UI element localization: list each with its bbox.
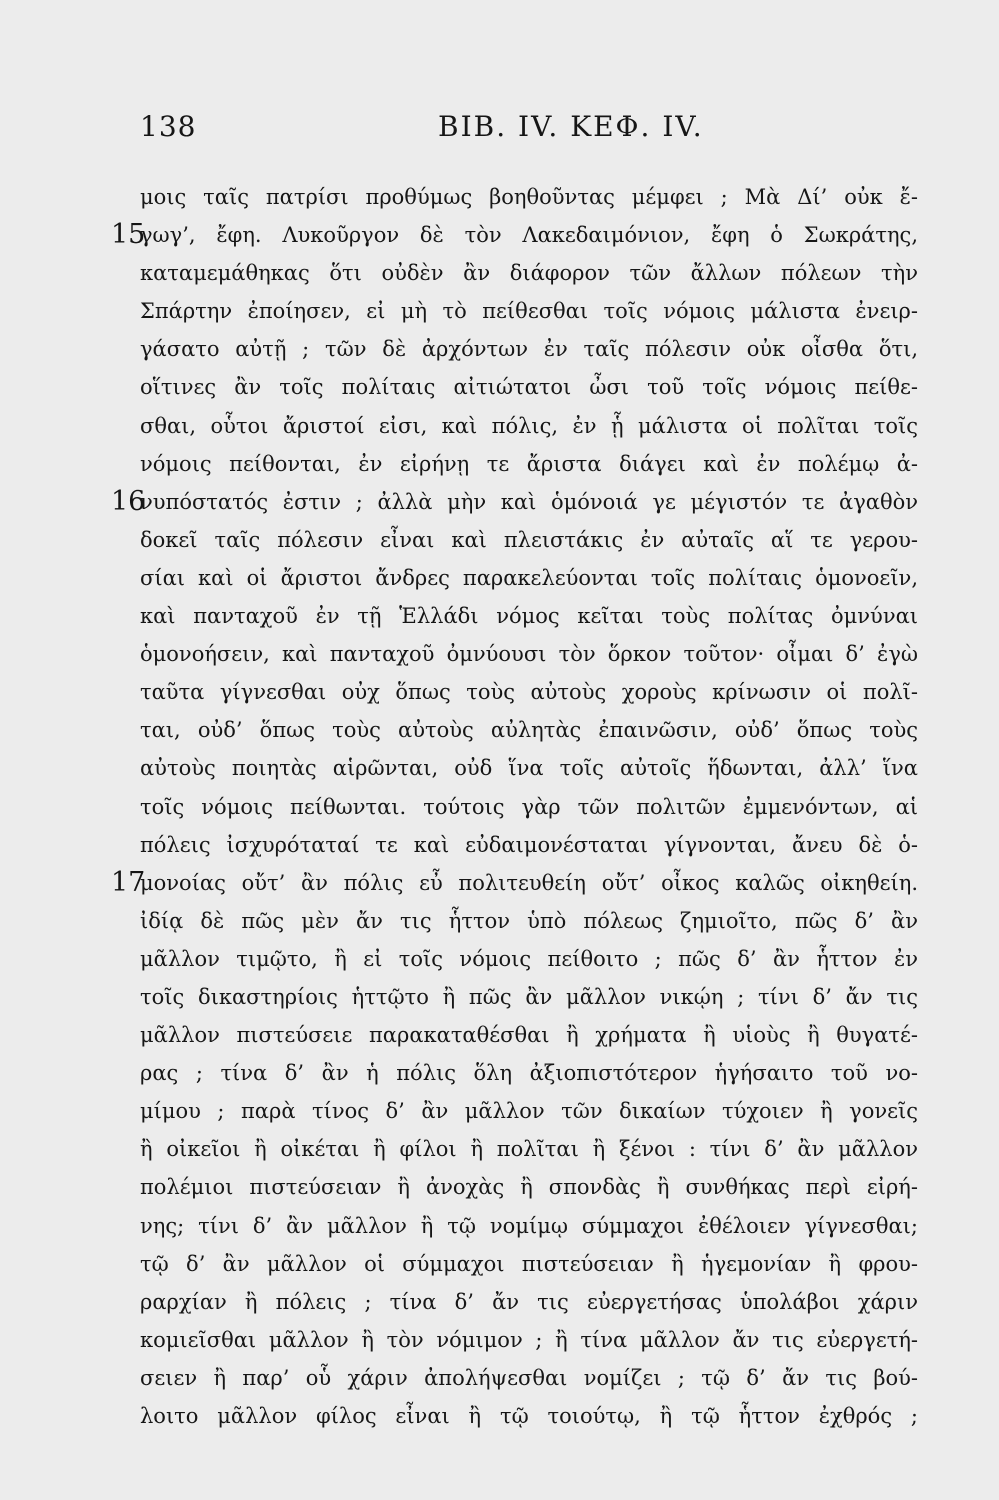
- line-text: Σπάρτην ἐποίησεν, εἰ μὴ τὸ πείθεσθαι τοῖς νόμοις μάλιστα ἐνειρ-: [140, 299, 918, 324]
- text-line: [0, 902, 999, 940]
- text-line: [0, 1168, 999, 1206]
- text-line: [0, 1130, 999, 1168]
- running-head: BIB. IV. ΚΕΦ. IV.: [438, 110, 704, 143]
- text-line: [0, 749, 999, 787]
- body-text: [0, 178, 999, 1435]
- line-text: ταῦτα γίγνεσθαι οὐχ ὅπως τοὺς αὐτοὺς χοροὺς κρίνωσιν οἱ πολῖ-: [140, 680, 918, 705]
- text-line: [0, 1321, 999, 1359]
- text-line: [0, 940, 999, 978]
- line-text: σίαι καὶ οἱ ἄριστοι ἄνδρες παρακελεύονται τοῖς πολίταις ὁμονοεῖν,: [140, 565, 918, 590]
- page-number: 138: [140, 110, 197, 143]
- text-line: [0, 788, 999, 826]
- line-text: λοιτο μᾶλλον φίλος εἶναι ἢ τῷ τοιούτῳ, ἢ τῷ ἧττον ἐχθρός ;: [140, 1404, 918, 1428]
- line-text: πολέμιοι πιστεύσειαν ἢ ἀνοχὰς ἢ σπονδὰς ἢ συνθήκας περὶ εἰρή-: [140, 1175, 918, 1200]
- line-text: ἢ οἰκεῖοι ἢ οἰκέται ἢ φίλοι ἢ πολῖται ἢ ξένοι : τίνι δ’ ἂν μᾶλλον: [140, 1137, 918, 1162]
- line-text: μοις ταῖς πατρίσι προθύμως βοηθοῦντας μέμφει ; Μὰ Δί’ οὐκ ἔ-: [140, 185, 918, 209]
- text-line: [0, 368, 999, 406]
- line-text: γωγ’, ἔφη. Λυκοῦργον δὲ τὸν Λακεδαιμόνιον, ἔφη ὁ Σωκράτης,: [140, 223, 918, 248]
- line-text: νης; τίνι δ’ ἂν μᾶλλον ἢ τῷ νομίμῳ σύμμαχοι ἐθέλοιεν γίγνεσθαι;: [140, 1213, 918, 1238]
- line-text: νυπόστατός ἐστιν ; ἀλλὰ μὴν καὶ ὁμόνοιά γε μέγιστόν τε ἀγαθὸν: [140, 489, 918, 514]
- line-text: ρας ; τίνα δ’ ἂν ἡ πόλις ὅλη ἀξιοπιστότερον ἡγήσαιτο τοῦ νο-: [140, 1061, 918, 1086]
- text-line: [0, 521, 999, 559]
- line-text: ὁμονοήσειν, καὶ πανταχοῦ ὀμνύουσι τὸν ὅρκον τοῦτον· οἶμαι δ’ ἐγὼ: [140, 642, 918, 667]
- line-text: τοῖς δικαστηρίοις ἡττῷτο ἢ πῶς ἂν μᾶλλον νικῴη ; τίνι δ’ ἄν τις: [140, 984, 918, 1009]
- text-line: [0, 254, 999, 292]
- text-line: [0, 826, 999, 864]
- line-text: κομιεῖσθαι μᾶλλον ἢ τὸν νόμιμον ; ἢ τίνα μᾶλλον ἄν τις εὐεργετή-: [140, 1327, 918, 1352]
- line-text: μίμου ; παρὰ τίνος δ’ ἂν μᾶλλον τῶν δικαίων τύχοιεν ἢ γονεῖς: [140, 1099, 918, 1124]
- text-line: [0, 1245, 999, 1283]
- text-line: [0, 1359, 999, 1397]
- text-line: [0, 673, 999, 711]
- text-line: [0, 407, 999, 445]
- line-text: οἵτινες ἂν τοῖς πολίταις αἰτιώτατοι ὦσι τοῦ τοῖς νόμοις πείθε-: [140, 375, 918, 400]
- section-number: 15: [111, 219, 146, 251]
- text-line: [0, 1397, 999, 1435]
- line-text: μᾶλλον τιμῷτο, ἢ εἰ τοῖς νόμοις πείθοιτο ; πῶς δ’ ἂν ἧττον ἐν: [140, 946, 918, 971]
- text-line: [0, 330, 999, 368]
- line-text: αὐτοὺς ποιητὰς αἱρῶνται, οὐδ ἵνα τοῖς αὐτοῖς ἥδωνται, ἀλλ’ ἵνα: [140, 756, 918, 781]
- line-text: ἰδίᾳ δὲ πῶς μὲν ἄν τις ἧττον ὑπὸ πόλεως ζημιοῖτο, πῶς δ’ ἂν: [140, 908, 918, 933]
- text-line: [0, 216, 999, 254]
- text-line: [0, 292, 999, 330]
- line-text: ται, οὐδ’ ὅπως τοὺς αὐτοὺς αὐλητὰς ἐπαινῶσιν, οὐδ’ ὅπως τοὺς: [140, 718, 918, 743]
- line-text: μονοίας οὔτ’ ἂν πόλις εὖ πολιτευθείη οὔτ’ οἶκος καλῶς οἰκηθείη.: [140, 870, 918, 895]
- text-line: [0, 635, 999, 673]
- text-line: [0, 864, 999, 902]
- text-line: [0, 1207, 999, 1245]
- text-line: [0, 1283, 999, 1321]
- line-text: τοῖς νόμοις πείθωνται. τούτοις γὰρ τῶν πολιτῶν ἐμμενόντων, αἱ: [140, 794, 918, 819]
- text-line: [0, 978, 999, 1016]
- line-text: καταμεμάθηκας ὅτι οὐδὲν ἂν διάφορον τῶν ἄλλων πόλεων τὴν: [140, 261, 918, 286]
- line-text: ραρχίαν ἢ πόλεις ; τίνα δ’ ἄν τις εὐεργετήσας ὑπολάβοι χάριν: [140, 1289, 918, 1314]
- line-text: πόλεις ἰσχυρόταταί τε καὶ εὐδαιμονέσταται γίγνονται, ἄνευ δὲ ὁ-: [140, 832, 918, 857]
- line-text: σθαι, οὗτοι ἄριστοί εἰσι, καὶ πόλις, ἐν ᾗ μάλιστα οἱ πολῖται τοῖς: [140, 413, 918, 438]
- text-line: [0, 711, 999, 749]
- text-line: [0, 1092, 999, 1130]
- line-text: τῷ δ’ ἂν μᾶλλον οἱ σύμμαχοι πιστεύσειαν ἢ ἡγεμονίαν ἢ φρου-: [140, 1251, 918, 1276]
- text-line: [0, 559, 999, 597]
- section-number: 16: [111, 485, 146, 517]
- line-text: καὶ πανταχοῦ ἐν τῇ Ἑλλάδι νόμος κεῖται τοὺς πολίτας ὀμνύναι: [140, 604, 918, 629]
- line-text: μᾶλλον πιστεύσειε παρακαταθέσθαι ἢ χρήματα ἢ υἱοὺς ἢ θυγατέ-: [140, 1023, 918, 1048]
- text-line: [0, 483, 999, 521]
- text-line: [0, 597, 999, 635]
- page-header: [0, 110, 999, 150]
- text-line: [0, 445, 999, 483]
- text-line: [0, 1054, 999, 1092]
- text-line: [0, 1016, 999, 1054]
- line-text: νόμοις πείθονται, ἐν εἰρήνῃ τε ἄριστα διάγει καὶ ἐν πολέμῳ ἀ-: [140, 451, 918, 476]
- line-text: σειεν ἢ παρ’ οὗ χάριν ἀπολήψεσθαι νομίζει ; τῷ δ’ ἄν τις βού-: [140, 1365, 918, 1390]
- line-text: γάσατο αὐτῇ ; τῶν δὲ ἀρχόντων ἐν ταῖς πόλεσιν οὐκ οἶσθα ὅτι,: [140, 337, 918, 362]
- line-text: δοκεῖ ταῖς πόλεσιν εἶναι καὶ πλειστάκις ἐν αὐταῖς αἵ τε γερου-: [140, 527, 918, 552]
- section-number: 17: [111, 866, 146, 898]
- text-line: [0, 178, 999, 216]
